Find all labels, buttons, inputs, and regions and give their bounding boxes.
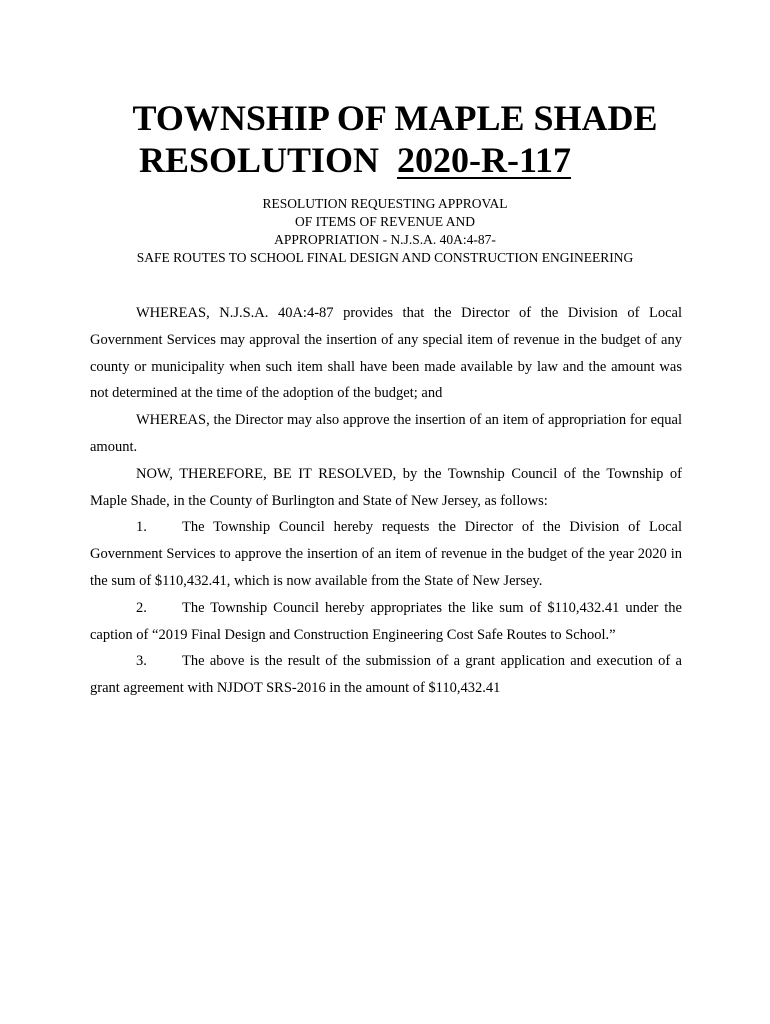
resolution-item-3 [90, 648, 682, 702]
whereas-paragraph-1: WHEREAS, N.J.S.A. 40A:4-87 provides that the Director of the Division of Local Government Services may approval the insertion of any special item of revenue in the budget of any county or municipality when such item shall have been made available by law and the amount was not determined at the time of the adoption of the budget; and [90, 305, 682, 402]
resolution-label: RESOLUTION [138, 140, 380, 180]
resolved-paragraph: NOW, THEREFORE, BE IT RESOLVED, by the Township Council of the Township of Maple Shade, in the County of Burlington and State of New Jersey, as follows: [90, 465, 682, 509]
whereas-paragraph-2: WHEREAS, the Director may also approve the insertion of an item of appropriation for equal amount. [90, 412, 682, 455]
subtitle-line-4: SAFE ROUTES TO SCHOOL FINAL DESIGN AND CONSTRUCTION ENGINEERING [136, 250, 634, 265]
resolution-item-1 [90, 514, 682, 594]
item-number: 3. [136, 653, 147, 670]
item-number: 2. [136, 599, 147, 616]
resolution-body [90, 300, 682, 702]
subtitle-line-3: APPROPRIATION - N.J.S.A. 40A:4-87- [274, 232, 496, 247]
item-text: The Township Council hereby requests the Director of the Division of Local Government Services to approve the insertion of an item of revenue in the budget of the year 2020 in the sum of $110,432.41, which is now available from the State of New Jersey. [90, 519, 682, 589]
item-text: The Township Council hereby appropriates the like sum of $110,432.41 under the caption of “2019 Final Design and Construction Engineering Cost Safe Routes to School.” [90, 599, 682, 643]
resolution-number: 2020-R-117 [397, 140, 572, 180]
item-number: 1. [136, 519, 147, 536]
resolution-item-2 [90, 595, 682, 649]
document-title: TOWNSHIP OF MAPLE SHADE [132, 98, 658, 138]
subtitle-line-2: OF ITEMS OF REVENUE AND [294, 214, 475, 229]
resolution-heading [0, 138, 750, 182]
resolution-subtitle [0, 195, 770, 267]
subtitle-line-1: RESOLUTION REQUESTING APPROVAL [262, 196, 508, 211]
item-text: The above is the result of the submission of a grant application and execution of a grant agreement with NJDOT SRS-2016 in the amount of $110,432.41 [90, 653, 682, 697]
